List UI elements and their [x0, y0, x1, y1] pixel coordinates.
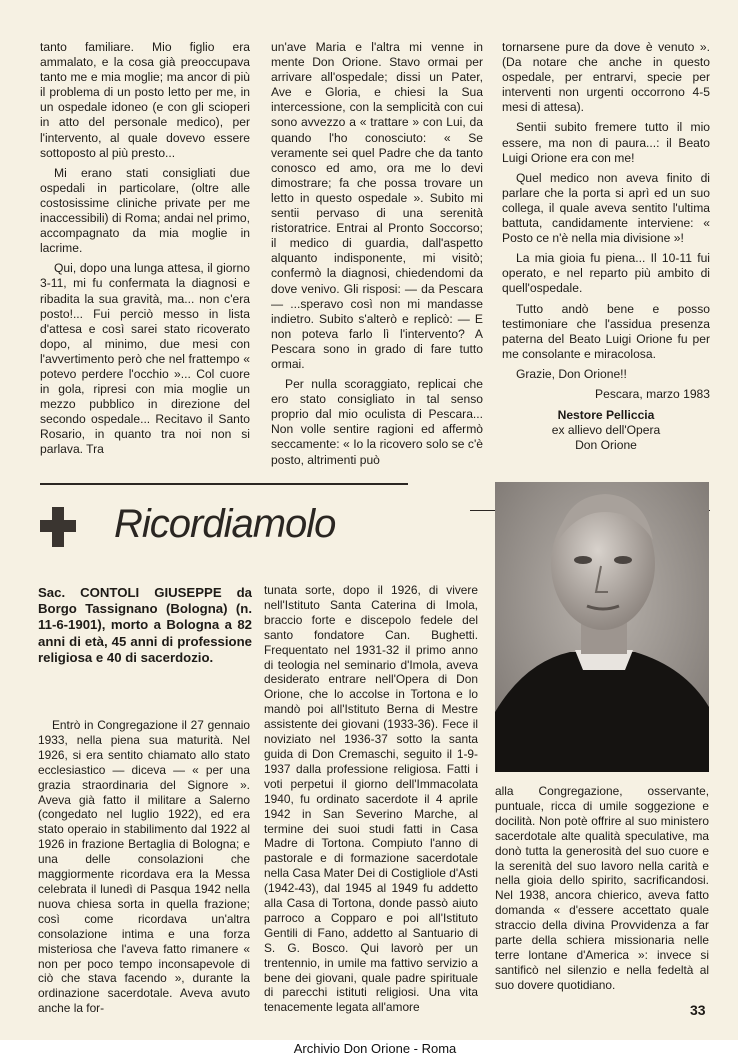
- paragraph: La mia gioia fu piena... Il 10-11 fui operato, e nel reparto più ambito di quell'ospedale.: [502, 251, 710, 296]
- place-date: Pescara, marzo 1983: [595, 386, 710, 401]
- obituary-column-3: [495, 784, 709, 998]
- paragraph: Mi erano stati consigliati due ospedali in particolare, (oltre alle costosissime cliniche private per me inaccessibili) di Roma; andai nel primo, accompagnato da mia moglie in lacrime.: [40, 165, 250, 256]
- paragraph: tunata sorte, dopo il 1926, di vivere nell'Istituto Santa Caterina di Imola, braccio forte e discepolo fedele del santo fondatore Can. Bughetti. Frequentato nel 1931-32 il primo anno di teologia nel seminario d'Imola, aveva desiderato entrare nell'Opera di Don Orione, che lo accolse in Tortona e lo mandò poi all'Istituto Berna di Mestre assistente dei giovani (1933-36). Fece il noviziato nel 1936-37 sotto la santa guida di Don Cremaschi, seguito il 1-9-1937 dalla professione religiosa. Fatti i voti perpetui il giorno dell'Immacolata 1940, fu ordinato sacerdote il 4 aprile 1942 in San Severino Marche, al termine dei suoi studi fatti in Casa Madre di Tortona. Compiuto l'anno di pastorale e di formazione sacerdotale nella Casa Mater Dei di Costigliole d'Asti (1942-43), dal 1945 al 1949 fu addetto alla Casa di Tortona, donde passò aiuto parroco a Copparo e poi all'Istituto Gentili di Fano, addetto al Santuario di S. G. Bosco. Qui lavorò per un trentennio, in umile ma fattivo servizio a bene dei giovani, quale padre spirituale di parecchi istituti religiosi. Una vita tenacemente legata all'amore: [264, 583, 478, 1015]
- portrait-photo: [495, 482, 709, 772]
- page-number: 33: [690, 1002, 706, 1018]
- paragraph: Per nulla scoraggiato, replicai che ero stato consigliato in tal senso proprio dal mio oculista di Pescara... Non volle sentire ragioni ed affermò seccamente: « Io la ricovero solo se c'è posto, altrimenti può: [271, 377, 483, 467]
- signature-role: ex allievo dell'Opera: [551, 423, 661, 438]
- signature-name: Nestore Pelliccia: [557, 408, 655, 423]
- article-column-3: [502, 40, 710, 453]
- paragraph: Grazie, Don Orione!!: [516, 366, 627, 381]
- signature-role: Don Orione: [575, 438, 637, 453]
- article-column-2: [271, 40, 483, 473]
- paragraph: Entrò in Congregazione il 27 gennaio 1933, nella piena sua maturità. Nel 1926, si era sentito chiamato allo stato ecclesiastico — diceva — « per una grazia straordinaria del Signore ». Aveva già fatto il militare a Salerno (congedato nel luglio 1922), ed era stato operaio in stabilimento dal 1922 al 1926 in frazione Bertaglia di Bologna; e una delle consolazioni che maggiormente ricordava era la Messa celebrata il lunedì di Pasqua 1942 nella nuova chiesa sorta in quella frazione; così come ricordava un'altra consolazione intima e una forza misteriosa che l'aveva fatto rimanere « non per poco tempo inconsapevole di ciò che stava facendo », durante la ordinazione sacerdotale. Aveva avuto anche la for-: [38, 718, 250, 1016]
- scan-edge: [738, 0, 750, 1040]
- section-title: Ricordiamolo: [114, 502, 336, 546]
- cross-icon: [40, 507, 76, 547]
- obituary-column-2: [264, 583, 478, 1020]
- paragraph: Tutto andò bene e posso testimoniare che l'assidua presenza paterna del Beato Luigi Orione fu per me consolante e miracolosa.: [502, 301, 710, 361]
- paragraph: Quel medico non aveva finito di parlare che la porta si aprì ed un suo collega, il quale aveva sentito l'ultima battuta, candidamente interviene: « Posto ce n'è nella mia divisione »!: [502, 170, 710, 246]
- paragraph: alla Congregazione, osservante, puntuale, ricca di umile soggezione e docilità. Non potè offrire al suo ministero sacerdotale alte qualità speculative, ma donò tutta la generosità del suo cuore e la serenità del suo lavoro nella carità e nella gioia dello spirito, sacrificandosi. Nel 1938, ancora chierico, aveva fatto domanda « d'essere accettato quale straccio della divina Provvidenza a far parte della schiera missionaria nelle terre lontane d'America »: invece si santificò nel silenzio e nella fedeltà al suo dovere quotidiano.: [495, 784, 709, 992]
- obituary-headline: Sac. CONTOLI GIUSEPPE da Borgo Tassignano (Bologna) (n. 11-6-1901), morto a Bologna a 82 anni di età, 45 anni di professione religiosa e 40 di sacerdozio.: [38, 585, 252, 665]
- paragraph: tanto familiare. Mio figlio era ammalato, e la cosa già preoccupava tanto me e mia moglie; ma ancor di più il problema di un posto letto per me, in un ospedale idoneo (e con gli scioperi in atto del personale medico), per l'intervento, al quale dovevo essere sottoposto al più presto...: [40, 40, 250, 160]
- paragraph: Sentii subito fremere tutto il mio essere, ma non di paura...: il Beato Luigi Orione era con me!: [502, 120, 710, 165]
- paragraph: Qui, dopo una lunga attesa, il giorno 3-11, mi fu confermata la diagnosi e ribadita la sua gravità, ma... non c'era posto!... Fui perciò messo in lista d'attesa e così sarei stato ricoverato dopo, al minimo, due mesi con l'avvertimento però che nel frattempo « potevo perdere l'occhio »... Col cuore in gola, ripresi con mia moglie un mezzo pubblico in direzione del secondo ospedale... Recitavo il Santo Rosario, in quanto tra noi non si parlava. Tra: [40, 261, 250, 457]
- paragraph: tornarsene pure da dove è venuto ». (Da notare che anche in questo ospedale, per entrarvi, specie per interventi non urgenti occorrono 4-5 mesi di attesa).: [502, 40, 710, 115]
- article-column-1: [40, 40, 250, 463]
- section-divider: [40, 483, 408, 485]
- obituary-column-1: [38, 718, 250, 1021]
- paragraph: un'ave Maria e l'altra mi venne in mente Don Orione. Stavo ormai per arrivare all'ospedale; dissi un Pater, Ave e Gloria, e chiesi la Sua intercessione, con la semplicità con cui sono avvezzo a « trattare » con Lui, da quando l'ho conosciuto: « Se veramente sei quel Padre che da tanto conosco ed amo, ora me lo devi dimostrare; fa che possa trovare un letto in questo ospedale ». Subito mi sentii pervaso di una serenità ristoratrice. Entrai al Pronto Soccorso; il medico di guardia, dall'aspetto alquanto indisponente, mi visitò; confermò la diagnosi, chiedendomi da dove venivo. Gli risposi: — da Pescara — ...speravo così non mi mandasse indietro. Subito s'alterò e replicò: — E non poteva farlo lì l'intervento? A Pescara sono in grado di fare tutto ormai.: [271, 40, 483, 371]
- archive-footer: Archivio Don Orione - Roma: [0, 1040, 750, 1058]
